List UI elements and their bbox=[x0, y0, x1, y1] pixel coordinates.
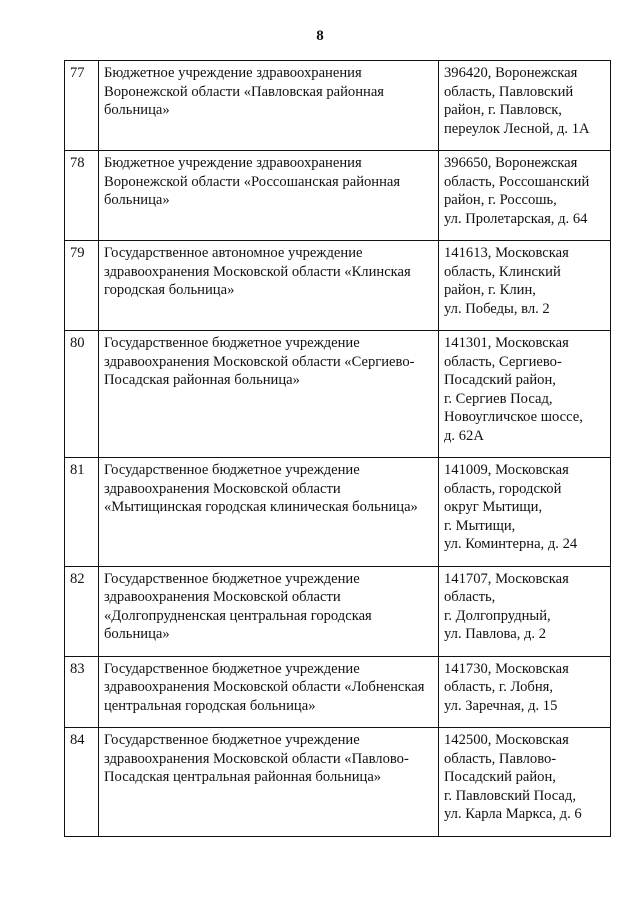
institution-address bbox=[439, 458, 611, 567]
institution-address bbox=[439, 728, 611, 837]
table-row bbox=[65, 61, 611, 151]
address-line: д. 62А bbox=[444, 427, 484, 444]
address-line: г. Мытищи, bbox=[444, 517, 516, 534]
institution-address bbox=[439, 241, 611, 331]
address-line: Посадский район, bbox=[444, 372, 556, 388]
row-number: 80 bbox=[65, 331, 99, 458]
institution-name: Государственное бюджетное учреждение здравоохранения Московской области «Долгопрудненская центральная городская больница» bbox=[99, 566, 439, 656]
address-line: область, городской bbox=[444, 480, 562, 497]
institution-address bbox=[439, 151, 611, 241]
address-line: ул. Победы, вл. 2 bbox=[444, 300, 550, 317]
institutions-table bbox=[64, 60, 611, 837]
address-line: переулок Лесной, д. 1А bbox=[444, 120, 590, 137]
address-line: округ Мытищи, bbox=[444, 499, 543, 515]
address-line: область, Павловский bbox=[444, 83, 574, 100]
institution-address bbox=[439, 331, 611, 458]
table-row bbox=[65, 331, 611, 458]
address-line: 141707, Московская bbox=[444, 570, 569, 587]
row-number: 84 bbox=[65, 728, 99, 837]
address-line: 396420, Воронежская bbox=[444, 65, 578, 81]
address-line: область, Клинский bbox=[444, 263, 561, 280]
institution-name: Государственное бюджетное учреждение здравоохранения Московской области «Сергиево-Посадская районная больница» bbox=[99, 331, 439, 458]
address-line: г. Долгопрудный, bbox=[444, 607, 551, 624]
address-line: район, г. Павловск, bbox=[444, 102, 562, 118]
address-line: г. Сергиев Посад, bbox=[444, 390, 553, 407]
row-number: 78 bbox=[65, 151, 99, 241]
address-line: область, bbox=[444, 589, 496, 605]
row-number: 79 bbox=[65, 241, 99, 331]
address-line: область, Сергиево- bbox=[444, 353, 562, 370]
address-line: ул. Карла Маркса, д. 6 bbox=[444, 806, 582, 822]
institution-name: Государственное бюджетное учреждение здравоохранения Московской области «Лобненская центральная городская больница» bbox=[99, 656, 439, 728]
address-line: г. Павловский Посад, bbox=[444, 787, 576, 804]
institution-name: Бюджетное учреждение здравоохранения Воронежской области «Павловская районная больница» bbox=[99, 61, 439, 151]
address-line: 141730, Московская bbox=[444, 660, 569, 677]
institution-name: Государственное бюджетное учреждение здравоохранения Московской области «Мытищинская городская клиническая больница» bbox=[99, 458, 439, 567]
table-row bbox=[65, 566, 611, 656]
institution-name: Бюджетное учреждение здравоохранения Воронежской области «Россошанская районная больница» bbox=[99, 151, 439, 241]
address-line: район, г. Россошь, bbox=[444, 192, 557, 208]
address-line: 141301, Московская bbox=[444, 335, 569, 351]
address-line: район, г. Клин, bbox=[444, 282, 536, 298]
table-row bbox=[65, 151, 611, 241]
address-line: 396650, Воронежская bbox=[444, 155, 578, 171]
institution-name: Государственное автономное учреждение здравоохранения Московской области «Клинская городская больница» bbox=[99, 241, 439, 331]
row-number: 83 bbox=[65, 656, 99, 728]
table-row bbox=[65, 241, 611, 331]
address-line: ул. Заречная, д. 15 bbox=[444, 697, 558, 714]
address-line: ул. Павлова, д. 2 bbox=[444, 626, 547, 642]
address-line: 141009, Московская bbox=[444, 462, 569, 478]
table-row bbox=[65, 458, 611, 567]
row-number: 81 bbox=[65, 458, 99, 567]
address-line: ул. Коминтерна, д. 24 bbox=[444, 536, 578, 552]
address-line: ул. Пролетарская, д. 64 bbox=[444, 210, 588, 227]
row-number: 77 bbox=[65, 61, 99, 151]
institution-address bbox=[439, 566, 611, 656]
table-row bbox=[65, 728, 611, 837]
institution-name: Государственное бюджетное учреждение здравоохранения Московской области «Павлово-Посадская центральная районная больница» bbox=[99, 728, 439, 837]
address-line: область, Россошанский bbox=[444, 173, 590, 190]
address-line: Новоугличское шоссе, bbox=[444, 409, 583, 425]
table-row bbox=[65, 656, 611, 728]
institution-address bbox=[439, 61, 611, 151]
address-line: область, Павлово- bbox=[444, 750, 557, 767]
page-number: 8 bbox=[316, 28, 324, 44]
address-line: 142500, Московская bbox=[444, 732, 569, 748]
row-number: 82 bbox=[65, 566, 99, 656]
address-line: область, г. Лобня, bbox=[444, 679, 553, 695]
institution-address bbox=[439, 656, 611, 728]
address-line: 141613, Московская bbox=[444, 245, 569, 261]
address-line: Посадский район, bbox=[444, 769, 556, 785]
